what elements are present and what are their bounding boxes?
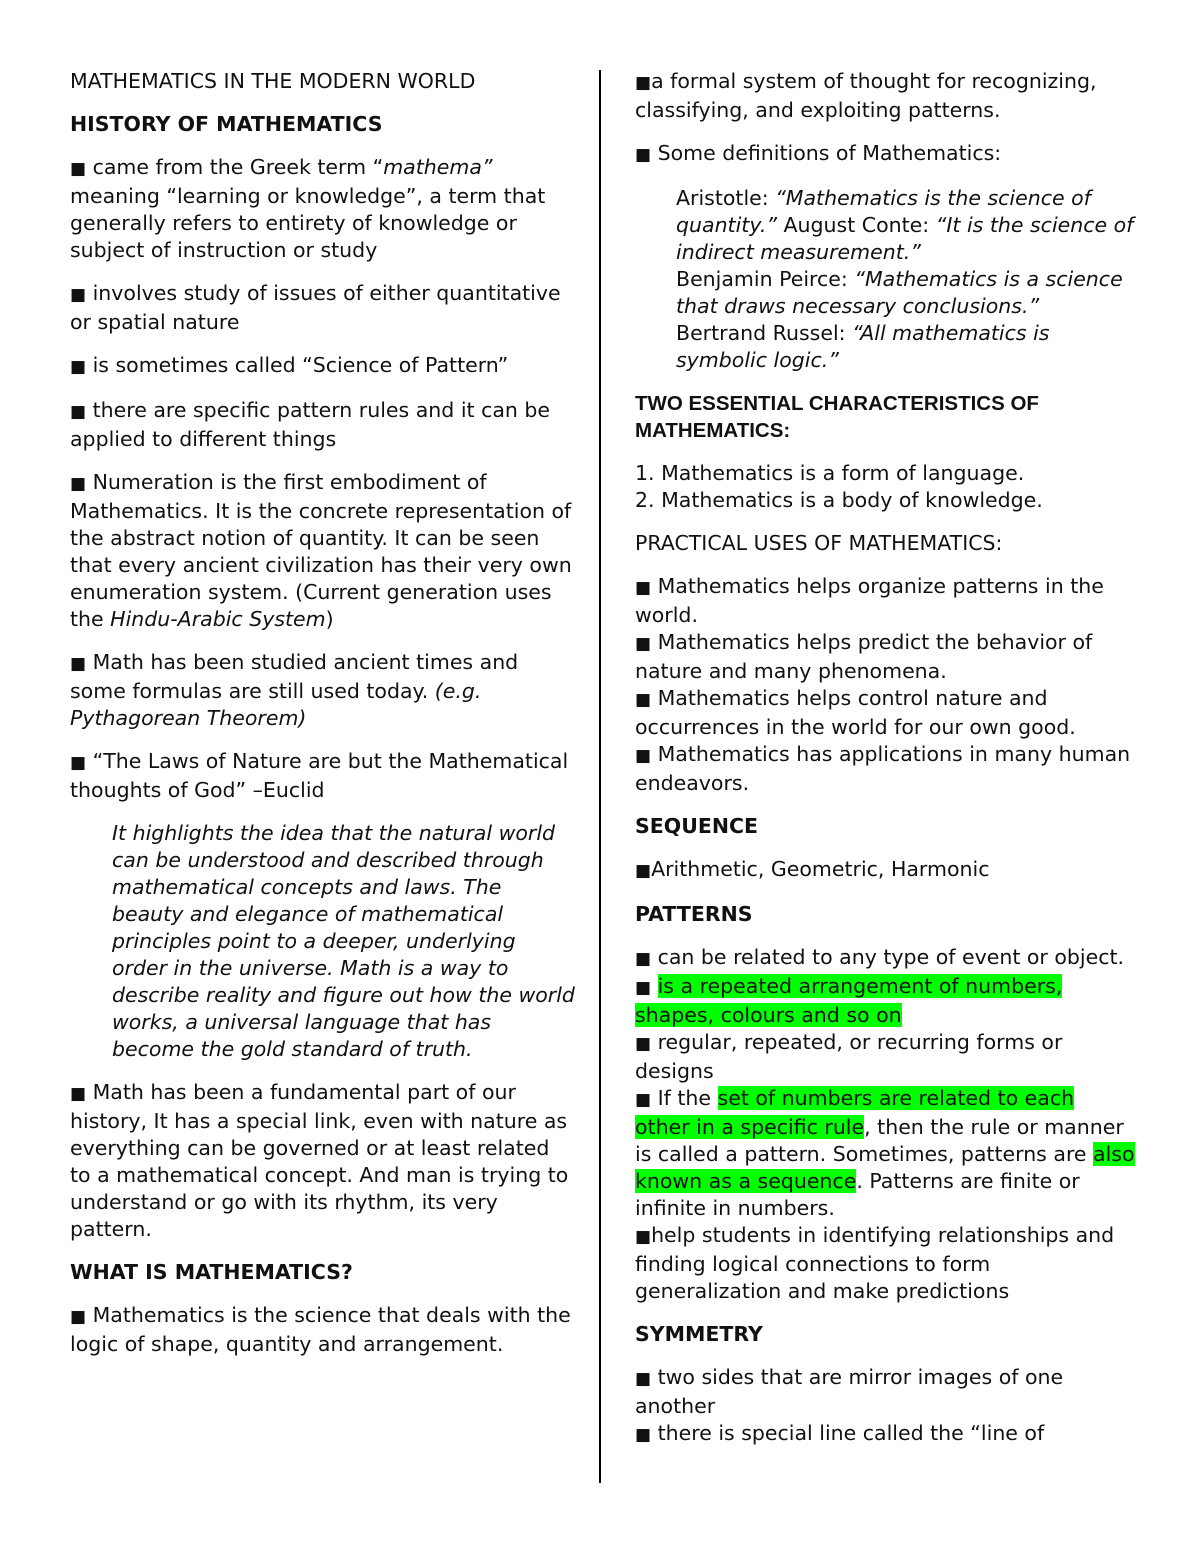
right-column (635, 68, 1135, 1449)
sequence-types: ■Arithmetic, Geometric, Harmonic (635, 857, 990, 881)
bullet-icon: ■ (70, 474, 87, 494)
highlight: is a repeated arrangement of numbers, shapes, colours and so on (635, 974, 1063, 1027)
bullet-icon: ■ (635, 145, 652, 165)
patterns-heading: PATTERNS (635, 902, 753, 926)
history-bullet-science-of-pattern: ■ is sometimes called “Science of Pattern” (70, 353, 509, 377)
history-bullet-quantitative: ■ involves study of issues of either quantitative or spatial nature (70, 281, 561, 334)
aristotle-name: Aristotle: (676, 186, 776, 210)
history-bullet-greek-term: ■ came from the Greek term “mathema” meaning “learning or knowledge”, a term that generally refers to entirety of knowledge or subject of instruction or study (70, 155, 546, 262)
practical-uses-heading: PRACTICAL USES OF MATHEMATICS: (635, 531, 1003, 555)
bullet-icon: ■ (635, 73, 652, 93)
what-is-math-heading: WHAT IS MATHEMATICS? (70, 1260, 353, 1284)
history-bullet-pattern-rules: ■ there are specific pattern rules and it can be applied to different things (70, 398, 551, 451)
what-bullet-science: ■ Mathematics is the science that deals with the logic of shape, quantity and arrangement. (70, 1303, 571, 1356)
russel-quote: “All mathematics is symbolic logic.” (676, 321, 1050, 372)
bullet-icon: ■ (70, 1307, 87, 1327)
bullet-icon: ■ (635, 1425, 652, 1445)
bullet-icon: ■ (70, 753, 87, 773)
conte-name: August Conte: (777, 213, 936, 237)
history-bullet-numeration: ■ Numeration is the first embodiment of Mathematics. It is the concrete representation of the abstract notion of quantity. It can be seen that every ancient civilization has their very own enumeration system. (Current generation uses the Hindu-Arabic System) (70, 470, 572, 631)
peirce-name: Benjamin Peirce: (676, 267, 855, 291)
bullet-icon: ■ (70, 1084, 87, 1104)
bullet-icon: ■ (635, 578, 652, 598)
bullet-icon: ■ (70, 159, 87, 179)
highlight: set of numbers are related to each other in a specific rule (635, 1086, 1075, 1139)
bullet-icon: ■ (635, 1227, 652, 1247)
history-bullet-ancient-times: ■ Math has been studied ancient times and some formulas are still used today. (e.g. Pythagorean Theorem) (70, 650, 519, 730)
two-characteristics-heading: TWO ESSENTIAL CHARACTERISTICS OF MATHEMATICS: (635, 392, 1039, 442)
bullet-icon: ■ (635, 746, 652, 766)
history-heading: HISTORY OF MATHEMATICS (70, 112, 383, 136)
characteristic-2: 2. Mathematics is a body of knowledge. (635, 488, 1043, 512)
characteristic-1: 1. Mathematics is a form of language. (635, 461, 1025, 485)
characteristics-list (635, 460, 1135, 514)
russel-name: Bertrand Russel: (676, 321, 853, 345)
bullet-icon: ■ (635, 634, 652, 654)
highlight: also known as a sequence (635, 1142, 1135, 1193)
formal-system-bullet: ■a formal system of thought for recognizing, classifying, and exploiting patterns. (635, 69, 1097, 122)
symmetry-heading: SYMMETRY (635, 1322, 763, 1346)
bullet-icon: ■ (635, 1369, 652, 1389)
bullet-icon: ■ (70, 285, 87, 305)
history-bullet-euclid: ■ “The Laws of Nature are but the Mathematical thoughts of God” –Euclid (70, 749, 569, 802)
column-divider (599, 70, 601, 1483)
bullet-icon: ■ (70, 357, 87, 377)
definitions-bullet: ■ Some definitions of Mathematics: (635, 141, 1002, 165)
bullet-icon: ■ (70, 402, 87, 422)
sequence-heading: SEQUENCE (635, 814, 759, 838)
symmetry-list: ■ two sides that are mirror images of one another ■ there is special line called the “line of (635, 1365, 1064, 1445)
left-column (70, 68, 575, 1374)
bullet-icon: ■ (635, 1090, 652, 1110)
history-bullet-fundamental-part: ■ Math has been a fundamental part of our history, It has a special link, even with nature as everything can be governed or at least related to a mathematical concept. And man is trying to understand or go with its rhythm, its very pattern. (70, 1080, 569, 1241)
peirce-quote: “Mathematics is a science that draws necessary conclusions.” (676, 267, 1123, 318)
bullet-icon: ■ (635, 978, 652, 998)
conte-quote: “It is the science of indirect measurement.” (676, 213, 1134, 264)
bullet-icon: ■ (635, 861, 652, 881)
aristotle-quote: “Mathematics is the science of quantity.” (676, 186, 1091, 237)
document-title: MATHEMATICS IN THE MODERN WORLD (70, 69, 476, 93)
bullet-icon: ■ (635, 690, 652, 710)
practical-uses-list: ■ Mathematics helps organize patterns in the world. ■ Mathematics helps predict the behavior of nature and many phenomena. ■ Mathematics helps control nature and occurrences in the world for our own good. ■ Mathematics has applications in many human endeavors. (635, 574, 1131, 795)
bullet-icon: ■ (70, 654, 87, 674)
patterns-list: ■ can be related to any type of event or object. ■ is a repeated arrangement of numbers, shapes, colours and so on ■ regular, repeated, or recurring forms or designs ■ If the set of numbers are related to each other in a specific rule, then the rule or manner is called a pattern. Sometimes, patterns are also known as a sequence. Patterns are finite or infinite in numbers. ■help students in identifying relationships and finding logical connections to form generalization and make predictions (635, 945, 1135, 1303)
definitions-list (635, 185, 1135, 374)
euclid-explanation: It highlights the idea that the natural world can be understood and described through mathematical concepts and laws. The beauty and elegance of mathematical principles point to a deeper, underlying order in the universe. Math is a way to describe reality and figure out how the world works, a universal language that has become the gold standard of truth. (112, 821, 575, 1061)
bullet-icon: ■ (635, 1034, 652, 1054)
bullet-icon: ■ (635, 949, 652, 969)
